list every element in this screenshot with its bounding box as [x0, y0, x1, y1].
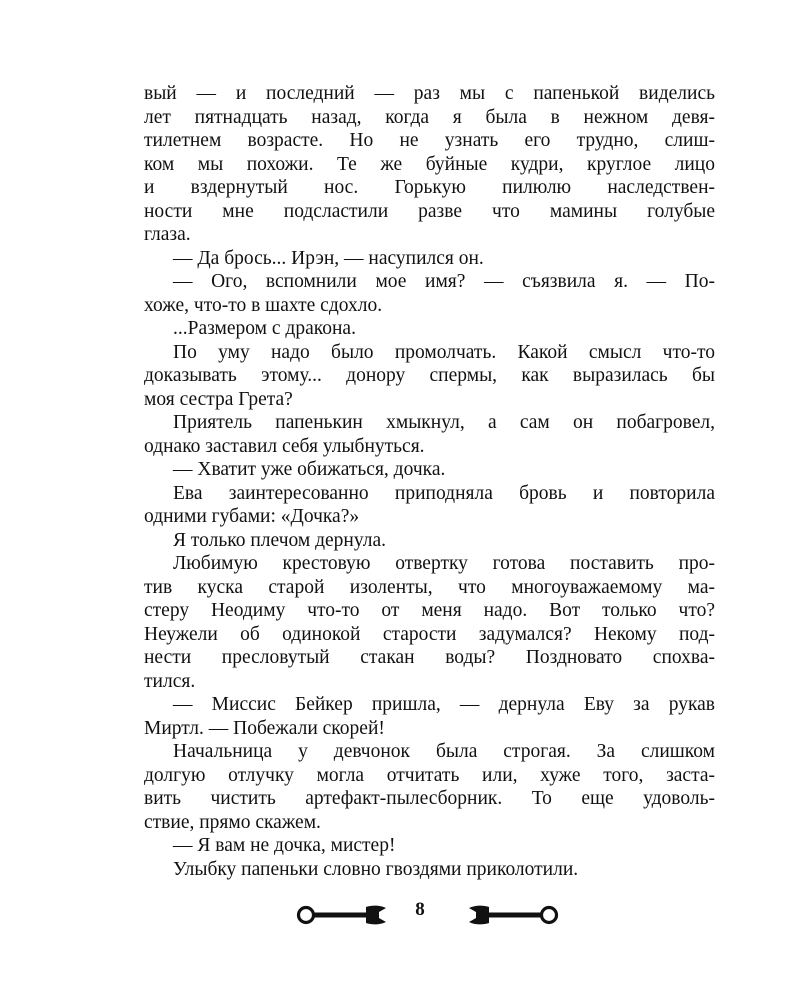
text-line: Ева заинтересованно приподняла бровь и повторила [173, 482, 715, 504]
page-number: 8 [415, 899, 425, 920]
text-line: вый — и последний — раз мы с папенькой виделись [144, 83, 715, 104]
text-line: — Я вам не дочка, мистер! [173, 835, 396, 856]
text-line: глаза. [144, 224, 191, 245]
text-line: хоже, что-то в шахте сдохло. [144, 294, 383, 316]
page-footer [0, 896, 800, 936]
text-line: ствие, прямо скажем. [144, 811, 321, 833]
text-line: Миртл. — Побежали скорей! [144, 717, 385, 739]
text-line: ком мы похожи. Те же буйные кудри, круглое лицо [144, 153, 715, 175]
text-line: ...Размером с дракона. [173, 318, 356, 339]
text-line: Приятель папенькин хмыкнул, а сам он побагровел, [173, 412, 715, 433]
text-line: вить чистить артефакт-пылесборник. То еще удоволь- [144, 788, 715, 809]
text-line: По уму надо было промолчать. Какой смысл что-то [173, 341, 715, 363]
text-line: — Да брось... Ирэн, — насупился он. [173, 247, 484, 269]
text-line: — Миссис Бейкер пришла, — дернула Еву за рукав [173, 694, 715, 715]
text-line: нести пресловутый стакан воды? Поздновато спохва- [144, 647, 715, 668]
text-line: — Ого, вспомнили мое имя? — съязвила я. — По- [173, 271, 715, 292]
text-line: — Хватит уже обижаться, дочка. [173, 459, 446, 480]
text-line: тилетнем возрасте. Но не узнать его трудно, слиш- [144, 130, 715, 151]
text-line: Любимую крестовую отвертку готова поставить про- [173, 553, 715, 574]
text-line: долгую отлучку могла отчитать или, хуже того, заста- [144, 764, 715, 786]
text-line: тив куска старой изоленты, что многоуважаемому ма- [144, 576, 715, 598]
text-line: стеру Неодиму что-то от меня надо. Вот только что? [144, 600, 715, 621]
text-line: Я только плечом дернула. [173, 529, 387, 551]
text-line: одними губами: «Дочка?» [144, 506, 360, 527]
text-line: однако заставил себя улыбнуться. [144, 435, 425, 457]
text-line: и вздернутый нос. Горькую пилюлю наследствен- [144, 177, 715, 198]
text-line: лет пятнадцать назад, когда я была в нежном девя- [144, 106, 715, 128]
text-line: моя сестра Грета? [144, 388, 293, 410]
body-text [144, 82, 715, 881]
text-line: Неужели об одинокой старости задумался? Некому под- [144, 623, 715, 645]
wrench-icon [296, 904, 388, 926]
wrench-icon [467, 904, 559, 926]
text-line: Улыбку папеньки словно гвоздями приколотили. [173, 858, 579, 880]
text-line: тился. [144, 670, 196, 692]
text-line: Начальница у девчонок была строгая. За слишком [173, 741, 715, 762]
text-line: доказывать этому... донору спермы, как выразилась бы [144, 365, 715, 386]
text-line: ности мне подсластили разве что мамины голубые [144, 200, 715, 222]
